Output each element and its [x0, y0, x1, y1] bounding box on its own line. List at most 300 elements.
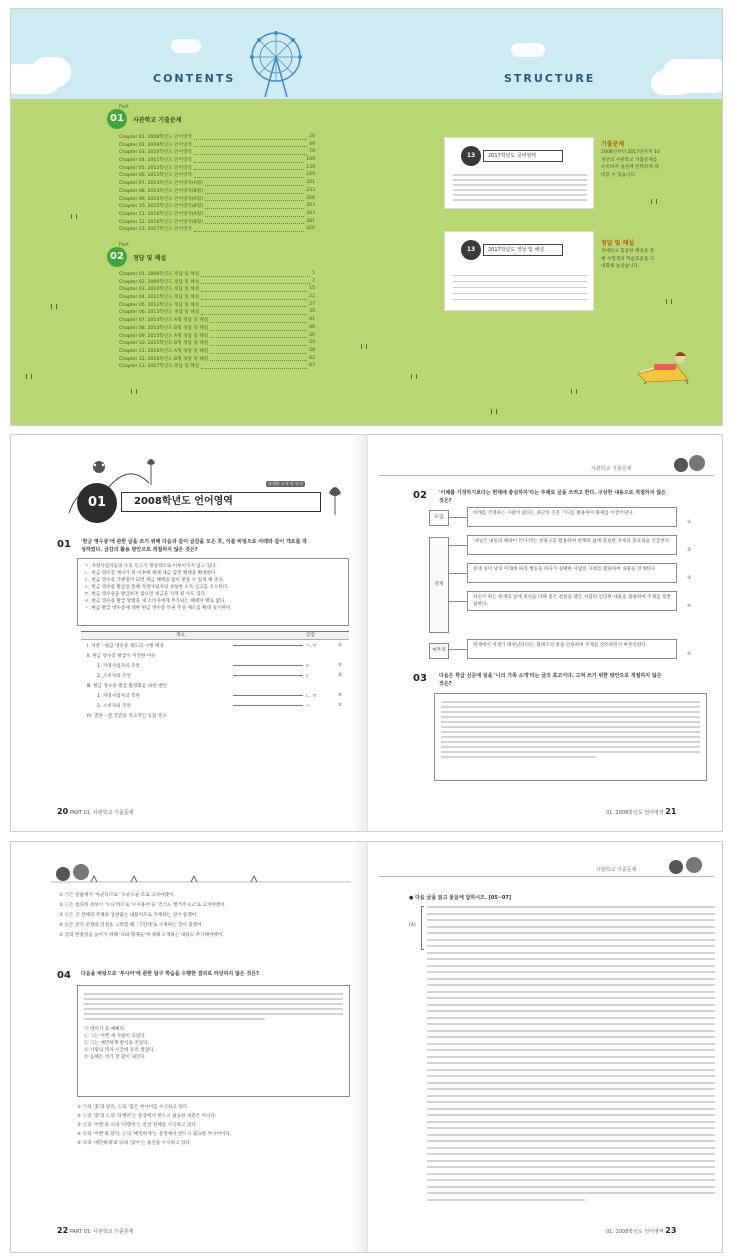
material-line: ㅁ. 현금 영수증을 발급하지 않으면 세금을 지게 될 수도 있다.: [84, 592, 207, 597]
header-rule: [379, 876, 714, 877]
q03-choices: [59, 892, 349, 942]
q02-item-box: [467, 639, 677, 659]
q02-item-text: '내일은 내일의 태양이 뜬다'라는 관용구를 활용하여 현재의 삶에 충실한 자세의 중요성을 언급한다.: [473, 539, 671, 544]
toc-page-number: 233: [306, 187, 315, 193]
structure-side-label: 전개: [429, 537, 449, 633]
q02-item-box: [467, 563, 677, 583]
outline-choice-number: ④: [338, 693, 343, 698]
outline-row: [83, 713, 351, 723]
passage-bracket: [421, 906, 424, 950]
part-title: 사관학교 기출문제: [133, 117, 182, 124]
structure-desc: 2008년부터 2017년까지 10 개년의 사관학교 기출문제를 수록하여 실전에 완벽하게 대 비할 수 있습니다.: [601, 150, 660, 178]
toc-entry-title: Chapter 13. 2017학년도 언어영역: [119, 227, 192, 233]
sky-background: [11, 9, 722, 99]
outline-arrow: [233, 645, 303, 646]
answer-choice: ⑤ 글의 완결성을 높이기 위해 '나와 형제들'에 대해 소개하는 내용도 추가해야겠어.: [59, 933, 224, 938]
cats-illustration: [671, 447, 711, 475]
running-header: 사관학교 기출문제: [596, 867, 637, 873]
toc-page-number: 1: [312, 271, 315, 276]
toc-entry: [119, 188, 315, 196]
outline-table: [83, 643, 351, 723]
toc-leader-dots: [205, 203, 304, 209]
outline-material: ㅅ: [305, 704, 310, 709]
passage-text-line: [427, 978, 715, 980]
passage-text-line: [427, 1114, 715, 1116]
toc-entry-title: Chapter 11. 2016학년도 언어영역(A형): [119, 211, 203, 217]
toc-page-number: 41: [309, 317, 315, 323]
example-sentence: ㉠ 영이가 꽃 예뻐다.: [84, 1027, 126, 1032]
toc-leader-dots: [201, 271, 310, 277]
toc-page-number: 22: [309, 294, 315, 300]
toc-leader-dots: [210, 317, 307, 323]
q02-item-text: 미래를 걱정하는 사람이 많다는 최근의 신문 기사를 활용하여 화제를 이끌어낸다.: [473, 511, 635, 516]
toc-leader-dots: [210, 348, 307, 354]
structure-side-label: 도입: [429, 510, 449, 526]
toc-entry: [119, 317, 315, 325]
passage-text-line: [427, 1088, 715, 1090]
page-footer-right: 01. 2008학년도 언어영역 23: [606, 1226, 677, 1235]
toc-entry: [119, 211, 315, 219]
toc-entry-title: Chapter 03. 2010학년도 정답 및 해설: [119, 287, 200, 293]
material-line: ㄱ. 자영사업자들의 소득 신고가 정상적으로 이루어지지 않고 있다.: [84, 564, 217, 569]
grass-tuft: [51, 304, 57, 309]
question-number: 03: [413, 673, 427, 684]
outline-row: [83, 653, 351, 663]
outline-text: 1. 자영사업자의 측면: [97, 694, 140, 699]
question-number: 04: [57, 970, 71, 981]
grass-tuft: [666, 299, 672, 304]
part-badge: 01: [107, 109, 127, 129]
toc-page-number: 201: [306, 180, 315, 186]
toc-page-number: 62: [309, 355, 315, 361]
passage-text-line: [427, 945, 715, 947]
toc-entry: [119, 219, 315, 227]
passage-instruction: ● 다음 글을 읽고 물음에 답하시오. [05~07]: [409, 895, 512, 901]
grass-tuft: [71, 214, 77, 219]
toc-entry: [119, 333, 315, 341]
material-line: ㅅ. 현금 발급 영수증에 대한 현금 영수증 특권 주성 제도를 확대 실시한다.: [84, 606, 232, 611]
page-footer-left: 22 PART 01. 사관학교 기출문제: [57, 1226, 134, 1235]
material-line: ㄹ. 현금 영수증 발급을 통해 자영사업자의 성실한 소득 신고를 유도한다.: [84, 585, 229, 590]
contents-page: [10, 8, 723, 426]
grammar-box: [77, 985, 350, 1097]
toc-page-number: 79: [309, 149, 315, 155]
ferris-wheel-illustration: [241, 27, 311, 97]
passage-text-line: [427, 1056, 715, 1058]
page-fold-shadow: [351, 842, 367, 1252]
toc-leader-dots: [201, 302, 307, 308]
answer-choice: ③ ㉢의 '어쩐'와 ㉣의 '다행히'는 문장 전체를 수식하고 있다.: [77, 1123, 198, 1128]
passage-text-line: [427, 991, 715, 993]
toc-page-number: 15: [309, 286, 315, 292]
passage-text-line: [427, 926, 715, 928]
toc-entry: [119, 363, 315, 371]
passage-text-line: [427, 1010, 715, 1012]
toc-leader-dots: [194, 172, 304, 178]
chapter-tag: 자세한 소개 및 안내: [268, 481, 303, 486]
grass-tuft: [131, 389, 137, 394]
toc-page-number: 420: [306, 226, 315, 232]
toc-entry: [119, 309, 315, 317]
outline-choice-number: ③: [338, 673, 343, 678]
toc-entry: [119, 286, 315, 294]
outline-choice-number: ②: [338, 663, 343, 668]
passage-text-line: [427, 1179, 715, 1181]
toc-entry: [119, 279, 315, 287]
toc-entry-title: Chapter 04. 2011학년도 언어영역: [119, 158, 192, 164]
toc-entry: [119, 196, 315, 204]
example-sentences: [84, 1026, 343, 1061]
toc-page-number: 58: [309, 347, 315, 353]
passage-text-line: [427, 1134, 715, 1136]
toc-page-number: 27: [309, 301, 315, 307]
grass-tuft: [491, 409, 497, 414]
passage-text-line: [427, 1140, 715, 1142]
passage-text-line: [427, 913, 715, 915]
spread-pages-22-23: [10, 841, 723, 1253]
passage-text-line: [427, 906, 715, 908]
outline-material: ㄱ, ㅁ: [305, 644, 317, 649]
toc-leader-dots: [210, 340, 307, 346]
example-sentence: ㉡ 그는 어쩐 새 사람이 되었다.: [84, 1034, 147, 1039]
toc-entry-title: Chapter 07. 2014학년도 언어영역(A형): [119, 181, 203, 187]
toc-entry-title: Chapter 02. 2009학년도 정답 및 해설: [119, 279, 200, 285]
structure-side-label: 마무리: [429, 643, 449, 659]
question-number: 02: [413, 490, 427, 501]
outline-text: Ⅲ. 현금 영수증 발급 활성화를 위한 방안: [87, 684, 167, 689]
passage-text-line: [427, 1075, 715, 1077]
passage-text-line: [427, 1121, 715, 1123]
toc-entry-title: Chapter 12. 2016학년도 언어영역(B형): [119, 219, 203, 225]
toc-page-number: 49: [309, 141, 315, 147]
toc-page-number: 20: [309, 134, 315, 139]
q02-choice-number: ④: [687, 604, 692, 609]
grass-cats-header-illustration: [51, 852, 351, 884]
toc-entry-title: Chapter 03. 2010학년도 언어영역: [119, 150, 192, 156]
toc-page-number: 343: [306, 210, 315, 216]
part-label: Part: [119, 242, 129, 248]
toc-leader-dots: [194, 157, 304, 163]
passage-text-line: [427, 1023, 715, 1025]
toc-page-number: 67: [309, 363, 315, 369]
toc-entry: [119, 348, 315, 356]
outline-arrow: [233, 705, 303, 706]
answer-choice: ② ㉡은 범호한 정보이 '누나'라므로 '수사용어'을 '건식도 행거주니고'로 고쳐야겠어.: [59, 903, 226, 908]
toc-leader-dots: [201, 309, 307, 315]
example-sentence: ㉤ 음해는 비가 잘 많이 내린다.: [84, 1055, 147, 1060]
toc-page-number: 50: [309, 332, 315, 338]
outline-row: [83, 703, 351, 713]
toc-list: [119, 271, 315, 371]
reading-passage: [427, 906, 715, 1205]
draft-passage-box: [434, 693, 707, 781]
toc-entry-title: Chapter 07. 2014학년도 A형 정답 및 해설: [119, 318, 209, 324]
toc-page-number: 381: [306, 218, 315, 224]
passage-text-line: [427, 1147, 715, 1149]
outline-text: 2. 소비자의 측면: [97, 704, 131, 709]
answer-choice: ④ ㉣의 '어쩐'와 달리, ㉢의 '예민하게'는 문장에서 반드시 필요한 부사어이다.: [77, 1132, 232, 1137]
passage-text-line: [427, 1127, 715, 1129]
passage-text-line: [427, 1095, 715, 1097]
material-line: ㅂ. 현금 영수증 발급 방법을 새 소비자에게 추가되는 혜택이 별로 없다.: [84, 599, 226, 604]
answer-choice: ⑤ ㉤의 '예민하게'와 ㉥의 '많이'는 용언을 수식하고 있다.: [77, 1141, 192, 1146]
toc-page-number: 109: [306, 157, 315, 163]
outline-arrow: [233, 665, 303, 666]
q02-item-text: 현재에서 미래가 태어난다'라는 볼테르의 말을 인용하여 주제를 강조하면서 마무리한다.: [473, 643, 648, 648]
toc-entry: [119, 157, 315, 165]
toc-entry: [119, 165, 315, 173]
toc-page-number: 35: [309, 309, 315, 315]
toc-entry: [119, 149, 315, 157]
toc-leader-dots: [210, 325, 307, 331]
passage-text-line: [427, 939, 715, 941]
passage-text-line: [427, 1062, 715, 1064]
part-title: 정답 및 해설: [133, 255, 167, 262]
toc-leader-dots: [205, 180, 304, 186]
toc-leader-dots: [194, 142, 307, 148]
question-text: '이해를 기정하기보다는 현재에 충실하자'라는 주제로 글을 쓰려고 한다. 구상한 내용으로 적절하지 않은 것은?: [439, 490, 666, 504]
q02-connector: [449, 545, 467, 546]
outline-choice-number: ⑤: [338, 703, 343, 708]
cloud: [31, 57, 71, 87]
toc-leader-dots: [210, 333, 307, 339]
question-text: 다음은 학급 신문에 실을 '나의 가족 소개'라는 글의 초고이다. 고쳐 쓰기 위한 방안으로 적절하지 않은 것은?: [439, 673, 662, 687]
passage-text-line: [427, 984, 715, 986]
toc-leader-dots: [194, 149, 307, 155]
outline-row: [83, 663, 351, 673]
q02-connector: [449, 649, 467, 650]
toc-entry-title: Chapter 11. 2016학년도 A형 정답 및 해설: [119, 348, 209, 354]
q02-choice-number: ③: [687, 576, 692, 581]
toc-entry-title: Chapter 13. 2017학년도 정답 및 해설: [119, 364, 200, 370]
passage-text-line: [427, 1036, 715, 1038]
toc-leader-dots: [201, 279, 310, 285]
passage-text-line: [427, 1043, 715, 1045]
toc-entry-title: Chapter 05. 2012학년도 언어영역: [119, 165, 192, 171]
outline-choice-number: ①: [338, 643, 343, 648]
passage-text-line: [427, 958, 715, 960]
outline-header-row: 개요 글감: [81, 631, 349, 640]
q02-choice-number: ⑤: [687, 652, 692, 657]
structure-label: 정답 및 해설: [601, 240, 635, 247]
toc-entry-title: Chapter 08. 2014학년도 B형 정답 및 해설: [119, 325, 209, 331]
passage-text-line: [427, 1017, 715, 1019]
q02-connector: [449, 573, 467, 574]
toc-leader-dots: [210, 356, 307, 362]
passage-text-line: [427, 1173, 715, 1175]
outline-arrow: [233, 675, 303, 676]
toc-entry: [119, 203, 315, 211]
toc-entry-title: Chapter 12. 2016학년도 B형 정답 및 해설: [119, 356, 209, 362]
structure-heading: STRUCTURE: [504, 72, 596, 85]
page-gutter: [367, 435, 368, 831]
q02-connector: [449, 517, 467, 518]
toc-entry: [119, 356, 315, 364]
toc-page-number: 266: [306, 195, 315, 201]
passage-text-line: [427, 997, 715, 999]
page-footer-right: 01. 2008학년도 언어영역 21: [606, 807, 677, 816]
grass-tuft: [411, 374, 417, 379]
sample-badge: 13: [461, 240, 481, 260]
toc-leader-dots: [205, 211, 304, 217]
q02-item-text: 자신이 하는 현재의 일에 최선을 다해 좋은 결실을 맺은 사람의 인터뷰 내용을 활용하여 주제를 뒷받침한다.: [473, 595, 671, 607]
toc-entry: [119, 142, 315, 150]
cloud: [171, 39, 201, 53]
q02-choice-number: ①: [687, 520, 692, 525]
passage-text-line: [427, 1160, 715, 1162]
example-sentence: ㉣ 사랑의 먹자 시간에 동리 걸었다.: [84, 1048, 156, 1053]
passage-bracket-label: [A]: [409, 923, 416, 928]
page-gutter: [367, 842, 368, 1252]
toc-entry-title: Chapter 01. 2008학년도 정답 및 해설: [119, 272, 200, 277]
q02-item-box: [467, 591, 677, 611]
grass-tuft: [651, 199, 657, 204]
passage-text-line: [427, 971, 715, 973]
toc-leader-dots: [201, 363, 307, 369]
q04-choices: [77, 1104, 352, 1149]
sample-badge: 13: [461, 146, 481, 166]
question-text: 다음을 바탕으로 '부사어'에 관한 탐구 학습을 수행한 결과로 타당하지 않은 것은?: [81, 971, 259, 977]
toc-entry: [119, 294, 315, 302]
toc-entry-title: Chapter 01. 2008학년도 언어영역: [119, 135, 192, 140]
toc-entry: [119, 172, 315, 180]
toc-entry: [119, 134, 315, 142]
running-header: 사관학교 기출문제: [591, 466, 632, 472]
toc-page-number: 54: [309, 340, 315, 346]
toc-leader-dots: [194, 165, 304, 171]
part-label: Part: [119, 104, 129, 110]
page-footer-left: 20 PART 01. 사관학교 기출문제: [57, 807, 134, 816]
girl-on-lounge-chair-illustration: [636, 344, 691, 384]
toc-page-number: 169: [306, 172, 315, 178]
q02-connector: [449, 601, 467, 602]
chapter-number-badge: 01: [77, 483, 117, 523]
cloud: [511, 43, 545, 57]
toc-leader-dots: [194, 134, 307, 140]
toc-entry-title: Chapter 09. 2015학년도 언어영역(A형): [119, 196, 203, 202]
outline-text: 2. 소비자의 측면: [97, 674, 131, 679]
toc-page-number: 303: [306, 203, 315, 209]
grass-tuft: [361, 344, 367, 349]
toc-entry-title: Chapter 08. 2014학년도 언어영역(B형): [119, 188, 203, 194]
cats-illustration: [666, 850, 711, 876]
materials-box: [77, 558, 349, 626]
sample-title: 2017학년도 국어영역: [483, 150, 563, 162]
passage-text-line: [427, 1186, 715, 1188]
outline-text: Ⅱ. 현금 영수증 발급이 미진한 이유: [87, 654, 156, 659]
toc-entry-title: Chapter 06. 2013학년도 언어영역: [119, 173, 192, 179]
passage-text-line: [427, 1049, 715, 1051]
structure-desc: 상세하고 꼼꼼한 해설을 통 해 수험생의 학습효율을 극 대화해 놓았습니다.: [601, 249, 655, 269]
toc-entry-title: Chapter 10. 2015학년도 언어영역(B형): [119, 204, 203, 210]
toc-entry-title: Chapter 06. 2013학년도 정답 및 해설: [119, 310, 200, 316]
toc-leader-dots: [205, 219, 304, 225]
sample-page-answers: [444, 231, 594, 311]
passage-text-line: [427, 1108, 715, 1110]
passage-text-line: [427, 1082, 715, 1084]
toc-entry-title: Chapter 04. 2011학년도 정답 및 해설: [119, 295, 200, 301]
outline-text: Ⅰ. 서론 - 현금 영수증 제도의 시행 배경: [87, 644, 164, 649]
header-rule: [379, 475, 714, 476]
passage-text-line: [427, 1030, 715, 1032]
structure-label: 기출문제: [601, 141, 625, 148]
answer-choice: ③ ㉢은 글 전체의 주제와 상관없는 내용이므로 삭제하는 것이 좋겠어.: [59, 913, 198, 918]
sample-title: 2017학년도 정답 및 해설: [483, 244, 563, 256]
toc-entry: [119, 180, 315, 188]
toc-leader-dots: [201, 294, 307, 300]
toc-list: [119, 134, 315, 234]
passage-text-line: [427, 1069, 715, 1071]
q02-item-box: [467, 507, 677, 527]
toc-entry: [119, 340, 315, 348]
outline-material: ㄴ, ㅁ: [305, 694, 317, 699]
outline-material: ㄷ: [305, 674, 310, 679]
toc-entry: [119, 271, 315, 279]
q02-choice-number: ②: [687, 548, 692, 553]
passage-text-line: [427, 1199, 585, 1201]
passage-text-line: [427, 1101, 715, 1103]
toc-leader-dots: [205, 188, 304, 194]
outline-row: [83, 673, 351, 683]
toc-leader-dots: [205, 196, 304, 202]
outline-row: [83, 643, 351, 653]
question-number: 01: [57, 539, 71, 550]
toc-entry: [119, 325, 315, 333]
passage-text-line: [427, 965, 715, 967]
toc-entry-title: Chapter 10. 2015학년도 B형 정답 및 해설: [119, 341, 209, 347]
sample-answer-grid: [453, 270, 587, 300]
toc-page-number: 46: [309, 324, 315, 330]
toc-entry: [119, 302, 315, 310]
contents-heading: CONTENTS: [153, 72, 236, 85]
toc-entry-title: Chapter 09. 2015학년도 A형 정답 및 해설: [119, 333, 209, 339]
grass-tuft: [571, 389, 577, 394]
outline-material: ㅂ: [305, 664, 310, 669]
passage-text-line: [427, 952, 715, 954]
toc-page-number: 7: [312, 278, 315, 284]
answer-choice: ④ ㉣은 앞뒤 문장의 연결을 고려할 때, '그런데'로 수정하는 것이 좋겠어.: [59, 923, 204, 928]
sample-text-lines: [453, 174, 587, 204]
passage-text-line: [427, 932, 715, 934]
q02-item-box: [467, 535, 677, 555]
q02-item-text: 중대 일이 낭의 미래에 따라 행동을 하다가 실패한 사람의 사례를 활용하여 내용을 전개한다.: [473, 567, 657, 572]
grass-tuft: [26, 374, 32, 379]
toc-entry-title: Chapter 05. 2012학년도 정답 및 해설: [119, 302, 200, 308]
outline-row: [83, 683, 351, 693]
answer-choice: ① ㉠의 '꽃'과 달리, ㉡의 '않은 부사어를 수식하고 있다.: [77, 1105, 189, 1110]
outline-row: [83, 693, 351, 703]
toc-entry-title: Chapter 02. 2009학년도 언어영역: [119, 142, 192, 148]
toc-page-number: 139: [306, 164, 315, 170]
answer-choice: ① ㉠은 앞줄에서 '아군다므로' '오순도순'으로 고쳐야겠어.: [59, 893, 175, 898]
passage-text-line: [427, 919, 715, 921]
answer-choice: ② ㉡의 '맞'과 ㉢의 '다행히'는 문장에서 반드시 필요한 성분은 아니다.: [77, 1114, 217, 1119]
passage-text-line: [427, 1004, 715, 1006]
outline-text: Ⅳ. 결론 - 전 국민의 적극적인 동참 촉구: [87, 714, 167, 719]
material-line: ㄴ. 현금 영수증 제시가 된 이후에 세제 세금 감면 혜택을 확대한다.: [84, 571, 217, 576]
toc-leader-dots: [201, 286, 307, 292]
outline-text: 1. 자영사업자의 측면: [97, 664, 140, 669]
cloud: [651, 71, 691, 95]
part-badge: 02: [107, 247, 127, 267]
passage-text-line: [427, 1153, 715, 1155]
outline-arrow: [233, 695, 303, 696]
sample-page-exam: [444, 137, 594, 209]
question-text: '현금 영수증'에 관한 글을 쓰기 위해 다음과 같이 글감을 모은 후, 이를 바탕으로 아래와 같이 개요를 작 성하였다. 글감의 활용 방안으로 적절하지 않은 것은?: [81, 539, 308, 553]
toc-entry: [119, 226, 315, 234]
spread-pages-20-21: [10, 434, 723, 832]
passage-text-line: [427, 1166, 715, 1168]
